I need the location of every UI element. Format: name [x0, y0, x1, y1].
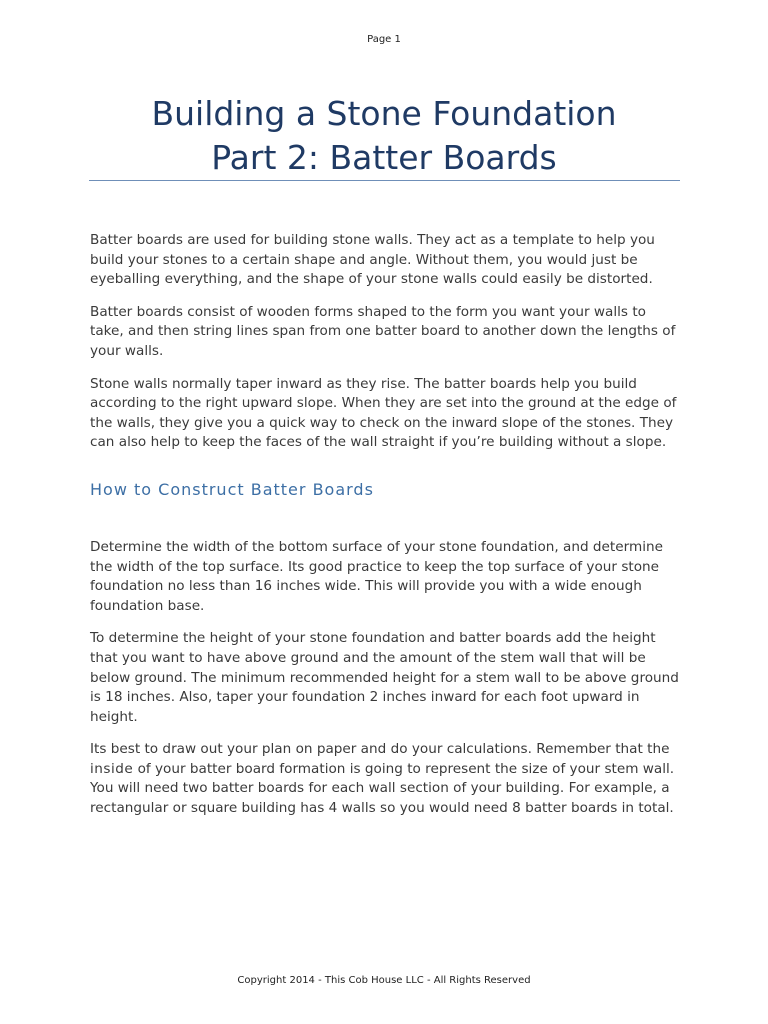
title-line-1: Building a Stone Foundation — [151, 94, 617, 133]
paragraph-text-start: Its best to draw out your plan on paper and do your calculations. Remember that the — [90, 741, 670, 758]
section-paragraph-1: Determine the width of the bottom surface of your stone foundation, and determine the width of the top surface. Its good practice to keep the top surface of your stone foundation no less than 16 inches wide. This will provide you with a wide enough foundation base. — [90, 538, 663, 614]
title-line-2: Part 2: Batter Boards — [211, 138, 557, 177]
document-body — [90, 231, 682, 832]
emphasis-inside: inside — [90, 760, 134, 777]
intro-paragraph-2: Batter boards consist of wooden forms shaped to the form you want your walls to take, and then string lines span from one batter board to another down the lengths of your walls. — [90, 303, 676, 359]
title-divider — [89, 180, 680, 181]
intro-paragraph-3: Stone walls normally taper inward as they rise. The batter boards help you build according to the right upward slope. When they are set into the ground at the edge of the walls, they give you a quick way to check on the inward slope of the stones. They can also help to keep the faces of the wall straight if you’re building without a slope. — [90, 375, 677, 451]
page-title — [0, 92, 768, 180]
copyright-footer: Copyright 2014 - This Cob House LLC - All Rights Reserved — [237, 975, 531, 986]
page-number: Page 1 — [367, 34, 401, 45]
section-paragraph-3 — [90, 740, 682, 818]
paragraph-text-end: of your batter board formation is going to represent the size of your stem wall. You will need two batter boards for each wall section of your building. For example, a rectangular or square building has 4 walls so you would need 8 batter boards in total. — [90, 760, 675, 817]
section-heading: How to Construct Batter Boards — [90, 479, 374, 499]
section-paragraph-2: To determine the height of your stone foundation and batter boards add the height that you want to have above ground and the amount of the stem wall that will be below ground. The minimum recommended height for a stem wall to be above ground is 18 inches. Also, taper your foundation 2 inches inward for each foot upward in height. — [90, 630, 679, 725]
intro-paragraph-1: Batter boards are used for building stone walls. They act as a template to help you build your stones to a certain shape and angle. Without them, you would just be eyeballing everything, and the shape of your stone walls could easily be distorted. — [90, 232, 655, 288]
